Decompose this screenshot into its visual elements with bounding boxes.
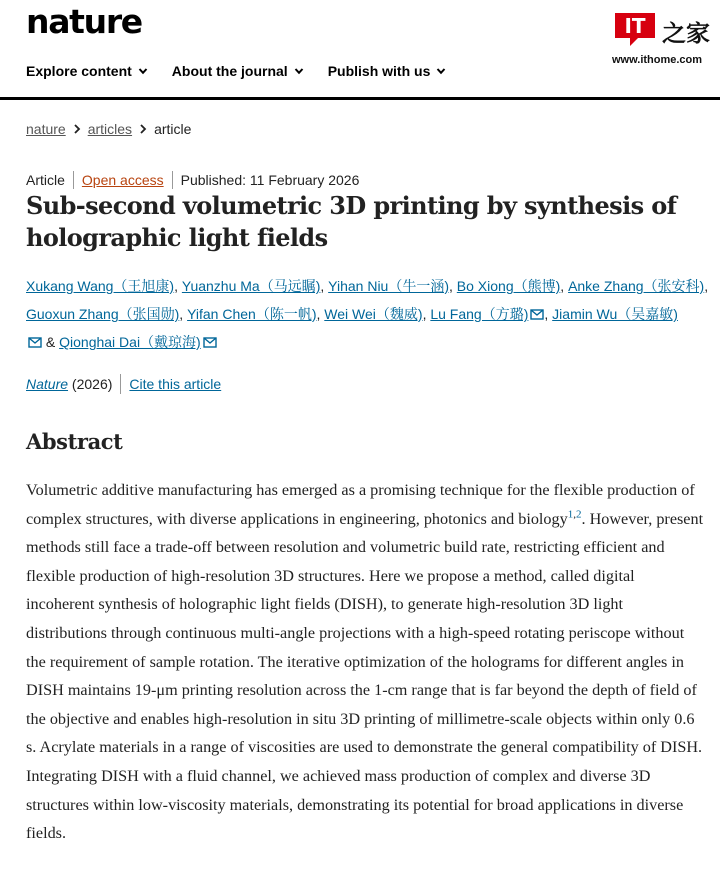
chevron-down-icon xyxy=(436,66,446,76)
author-separator: , xyxy=(449,278,457,294)
author-link[interactable]: Qionghai Dai（戴琼海) xyxy=(59,334,201,350)
author-link[interactable]: Anke Zhang（张安科) xyxy=(568,278,705,294)
author-link[interactable]: Guoxun Zhang（张国勋) xyxy=(26,306,180,322)
breadcrumb-link-articles[interactable]: articles xyxy=(87,121,133,137)
author-link[interactable]: Yuanzhu Ma（马远瞩) xyxy=(181,278,321,294)
article-type: Article xyxy=(26,172,65,188)
envelope-icon[interactable] xyxy=(203,337,217,348)
author-separator: , xyxy=(316,306,325,322)
ithome-brand-text xyxy=(662,14,710,48)
nav-item-label: About the journal xyxy=(171,63,288,79)
reference-superscript xyxy=(568,508,582,520)
ithome-badge-icon xyxy=(612,10,658,48)
nav-publish-with-us[interactable] xyxy=(328,63,447,79)
main-nav xyxy=(26,63,446,79)
author-link[interactable]: Wei Wei（魏威) xyxy=(324,306,423,322)
abstract-text xyxy=(26,476,706,848)
meta-divider xyxy=(172,171,173,189)
published-date: Published: 11 February 2026 xyxy=(180,172,360,188)
abstract-heading: Abstract xyxy=(26,429,123,454)
ithome-watermark xyxy=(612,10,712,72)
nav-explore-content[interactable] xyxy=(26,63,148,79)
author-separator: , xyxy=(320,278,329,294)
breadcrumb xyxy=(26,121,191,137)
watermark-url: www.ithome.com xyxy=(612,54,703,66)
envelope-icon[interactable] xyxy=(530,309,544,320)
site-header xyxy=(0,0,720,100)
nature-logo[interactable]: nature xyxy=(26,2,142,41)
author-link[interactable]: Jiamin Wu（吴嘉敏) xyxy=(552,306,678,322)
cite-this-article-link[interactable]: Cite this article xyxy=(129,376,222,392)
watermark-badge-text: IT xyxy=(624,14,646,38)
author-link[interactable]: Bo Xiong（熊博) xyxy=(456,278,561,294)
reference-separator: , xyxy=(573,508,576,521)
author-separator: , xyxy=(422,306,431,322)
abstract-text-part: . However, present methods still face a trade-off between resolution and volumetric build rate, restricting efficient and flexible production of high-resolution 3D structures. Here we propose a method, called digital incoherent synthesis of holographic light fields (DISH), to generate high-resolution 3D light distributions through continuous multi-angle projections with a high-speed rotating periscope without the requirement of sample rotation. The iterative optimization of the holograms for different angles in DISH maintains 19-μm printing resolution across the 1-cm range that is far beyond the depth of field of the objective and enables high-resolution in situ 3D printing of millimetre-scale objects within only 0.6 s. Acrylate materials in a range of viscosities are used to demonstrate the general compatibility of DISH. Integrating DISH with a fluid channel, we achieved mass production of complex and diverse 3D structures within low-viscosity materials, demonstrating its potential for broad applications in diverse fields. xyxy=(26,509,704,843)
chevron-right-icon xyxy=(139,124,147,134)
nav-item-label: Publish with us xyxy=(327,63,431,79)
author-separator: , xyxy=(560,278,569,294)
author-separator: , xyxy=(179,306,188,322)
author-separator: , xyxy=(704,278,709,294)
header-divider xyxy=(0,97,720,100)
citation-line xyxy=(26,374,221,394)
article-meta xyxy=(26,171,359,189)
author-link[interactable]: Yihan Niu（牛一涵) xyxy=(328,278,450,294)
nav-about-the-journal[interactable] xyxy=(172,63,304,79)
author-separator: , xyxy=(544,306,553,322)
chevron-right-icon xyxy=(73,124,81,134)
author-separator: , xyxy=(174,278,182,294)
author-link[interactable]: Lu Fang（方璐) xyxy=(430,306,529,322)
author-link[interactable]: Yifan Chen（陈一帆) xyxy=(187,306,317,322)
abstract-text-part: Volumetric additive manufacturing has emerged as a promising technique for the flexible production of complex structures, with diverse applications in engineering, photonics and biology xyxy=(26,481,695,528)
breadcrumb-link-nature[interactable]: nature xyxy=(26,121,66,137)
reference-link-2[interactable]: 2 xyxy=(575,508,582,521)
chevron-down-icon xyxy=(294,66,304,76)
nav-item-label: Explore content xyxy=(26,63,132,79)
author-list xyxy=(26,272,710,356)
journal-link[interactable]: Nature xyxy=(26,376,69,392)
author-link[interactable]: Xukang Wang（王旭康) xyxy=(26,278,175,294)
breadcrumb-current: article xyxy=(154,121,192,137)
watermark-home-text: 之家 xyxy=(662,21,708,47)
citation-divider xyxy=(120,374,121,394)
publication-year: (2026) xyxy=(71,376,113,392)
author-ampersand: & xyxy=(42,334,60,350)
chevron-down-icon xyxy=(138,66,148,76)
meta-divider xyxy=(73,171,74,189)
reference-link-1[interactable]: 1 xyxy=(567,508,574,521)
open-access-link[interactable]: Open access xyxy=(81,172,164,188)
envelope-icon[interactable] xyxy=(28,337,42,348)
article-title: Sub-second volumetric 3D printing by synthesis of holographic light fields xyxy=(26,191,677,252)
